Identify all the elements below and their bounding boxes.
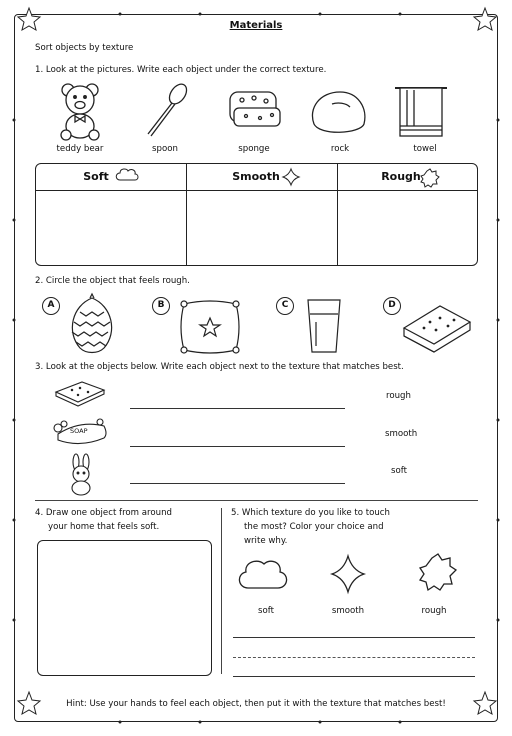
q3-instruction: 3. Look at the objects below. Write each object next to the texture that matches best. bbox=[35, 362, 404, 372]
spoon-icon bbox=[148, 81, 190, 136]
teddy-bear-icon bbox=[61, 84, 99, 140]
q5-instruction-line3: write why. bbox=[244, 536, 288, 546]
q3-object-pictures bbox=[0, 376, 512, 500]
soap-label: SOAP bbox=[70, 427, 88, 435]
texture-word-soft: soft bbox=[391, 466, 407, 476]
q5-instruction-line1: 5. Which texture do you like to touch bbox=[231, 508, 390, 518]
sandpaper-icon bbox=[56, 382, 104, 406]
option-d-circle[interactable]: D bbox=[383, 297, 401, 315]
texture-word-rough: rough bbox=[386, 391, 411, 401]
q1-object-pictures bbox=[0, 80, 512, 142]
object-label-teddy-bear: teddy bear bbox=[56, 144, 104, 154]
rough-patch-icon bbox=[421, 169, 439, 187]
sparkle-icon bbox=[283, 169, 299, 185]
q1-instruction: 1. Look at the pictures. Write each object under the correct texture. bbox=[35, 65, 327, 75]
object-label-towel: towel bbox=[413, 144, 437, 154]
pillow-icon bbox=[181, 301, 239, 353]
toy-bunny-icon bbox=[72, 454, 90, 495]
why-dashed-line[interactable] bbox=[233, 657, 475, 658]
hint-text: Hint: Use your hands to feel each object, then put it with the texture that matches best! bbox=[66, 699, 446, 709]
choice-label-rough: rough bbox=[421, 606, 447, 616]
answer-line-2[interactable] bbox=[130, 446, 345, 447]
choice-label-smooth: smooth bbox=[331, 606, 365, 616]
answer-line-3[interactable] bbox=[130, 483, 345, 484]
q2-instruction: 2. Circle the object that feels rough. bbox=[35, 276, 190, 286]
section-divider bbox=[35, 500, 478, 501]
q2-object-pictures bbox=[0, 292, 512, 362]
object-label-spoon: spoon bbox=[152, 144, 178, 154]
sparkle-choice-icon[interactable] bbox=[332, 556, 364, 592]
rough-choice-icon[interactable] bbox=[420, 554, 456, 590]
why-answer-line[interactable] bbox=[233, 637, 475, 638]
folded-blanket-icon bbox=[404, 306, 470, 352]
pinecone-icon bbox=[72, 294, 112, 353]
cloud-icon bbox=[116, 169, 138, 180]
q5-instruction-line2: the most? Color your choice and bbox=[244, 522, 384, 532]
q4-instruction-line2: your home that feels soft. bbox=[48, 522, 160, 532]
option-c-circle[interactable]: C bbox=[276, 297, 294, 315]
q5-choice-shapes bbox=[0, 552, 512, 598]
option-a-circle[interactable]: A bbox=[42, 297, 60, 315]
option-b-circle[interactable]: B bbox=[152, 297, 170, 315]
column-header-rough: Rough bbox=[381, 170, 421, 183]
towel-icon bbox=[395, 88, 447, 136]
why-answer-line-2[interactable] bbox=[233, 676, 475, 677]
smooth-answer-area[interactable] bbox=[187, 192, 337, 265]
q4-instruction-line1: 4. Draw one object from around bbox=[35, 508, 172, 518]
column-header-icons bbox=[0, 163, 512, 189]
glass-icon bbox=[308, 300, 340, 352]
column-header-soft: Soft bbox=[83, 170, 109, 183]
choice-label-soft: soft bbox=[258, 606, 274, 616]
soft-answer-area[interactable] bbox=[36, 192, 186, 265]
object-label-rock: rock bbox=[330, 144, 350, 154]
page-title: Materials bbox=[229, 20, 283, 31]
sponge-icon bbox=[230, 92, 280, 126]
texture-word-smooth: smooth bbox=[385, 429, 418, 439]
cloud-choice-icon[interactable] bbox=[239, 561, 286, 588]
rough-answer-area[interactable] bbox=[338, 192, 478, 265]
rock-icon bbox=[312, 92, 364, 132]
subtitle: Sort objects by texture bbox=[35, 43, 134, 53]
answer-line-1[interactable] bbox=[130, 408, 345, 409]
column-header-smooth: Smooth bbox=[232, 170, 280, 183]
object-label-sponge: sponge bbox=[238, 144, 270, 154]
table-header-divider bbox=[36, 190, 477, 191]
